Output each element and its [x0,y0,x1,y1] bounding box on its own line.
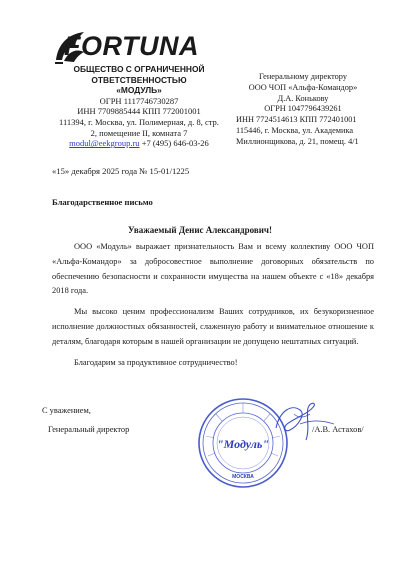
sender-address-line1: 111394, г. Москва, ул. Полимерная, д. 8, стр. [59,116,219,127]
sender-block [52,64,226,149]
greeting: Уважаемый Денис Александрович! [128,225,272,235]
signer-name: /А.В. Астахов/ [312,425,364,434]
signer-position: Генеральный директор [48,425,130,434]
addressee-block [236,72,370,148]
logo-wordmark: FORTUNA [64,31,199,61]
addressee-line1: Генеральному директору [259,72,347,81]
addressee-line7: Миллионщикова, д. 21, помещ. 4/1 [236,136,359,146]
sender-address-line2: 2, помещение II, комната 7 [90,127,188,138]
paragraph-3: Благодарим за продуктивное сотрудничество! [74,357,238,367]
sender-org-line1: ОБЩЕСТВО С ОГРАНИЧЕННОЙ [73,64,205,74]
date-reference: «15» декабря 2025 года № 15-01/1225 [52,166,190,176]
sender-phone: +7 (495) 646-03-26 [139,138,209,149]
document-title: Благодарственное письмо [52,197,153,207]
sender-org-name: «МОДУЛЬ» [116,85,162,96]
handwritten-signature-icon [270,400,340,444]
addressee-line2: ООО ЧОП «Альфа-Командор» [248,82,358,92]
sender-ogrn: ОГРН 1117746730287 [99,95,179,106]
stamp-center-text: "Модуль" [216,437,270,451]
addressee-line4: ОГРН 1047796439261 [264,104,342,114]
paragraph-2: Мы высоко ценим профессионализм Ваших сотрудников, их безукоризненное исполнение должностных обязанностей, слаженную работу и внимательное отношение к деталям, благодаря которым в нашей организации не допущено нештатных ситуаций. [52,307,374,346]
letter-body [52,240,374,376]
paragraph-1: ООО «Модуль» выражает признательность Вам и всему коллективу ООО ЧОП «Альфа-Командор» за добросовестное выполнение договорных обязательств по обеспечению безопасности и сохранности имущества на нашем объекте с «18» декабря 2018 года. [52,242,374,296]
stamp-ring-text: МОСКВА [232,474,254,480]
addressee-line6: 115446, г. Москва, ул. Академика [236,125,354,135]
addressee-line5: ИНН 7724514613 КПП 772401001 [236,115,357,125]
sender-inn-kpp: ИНН 7709885444 КПП 772001001 [77,106,201,117]
sender-contacts [52,138,226,149]
sender-org-line2: ОТВЕТСТВЕННОСТЬЮ [91,74,187,85]
closing: С уважением, [42,406,91,415]
addressee-line3: Д.А. Конькову [277,93,329,103]
sender-email-link[interactable]: modul@eekgroup.ru [69,138,140,149]
